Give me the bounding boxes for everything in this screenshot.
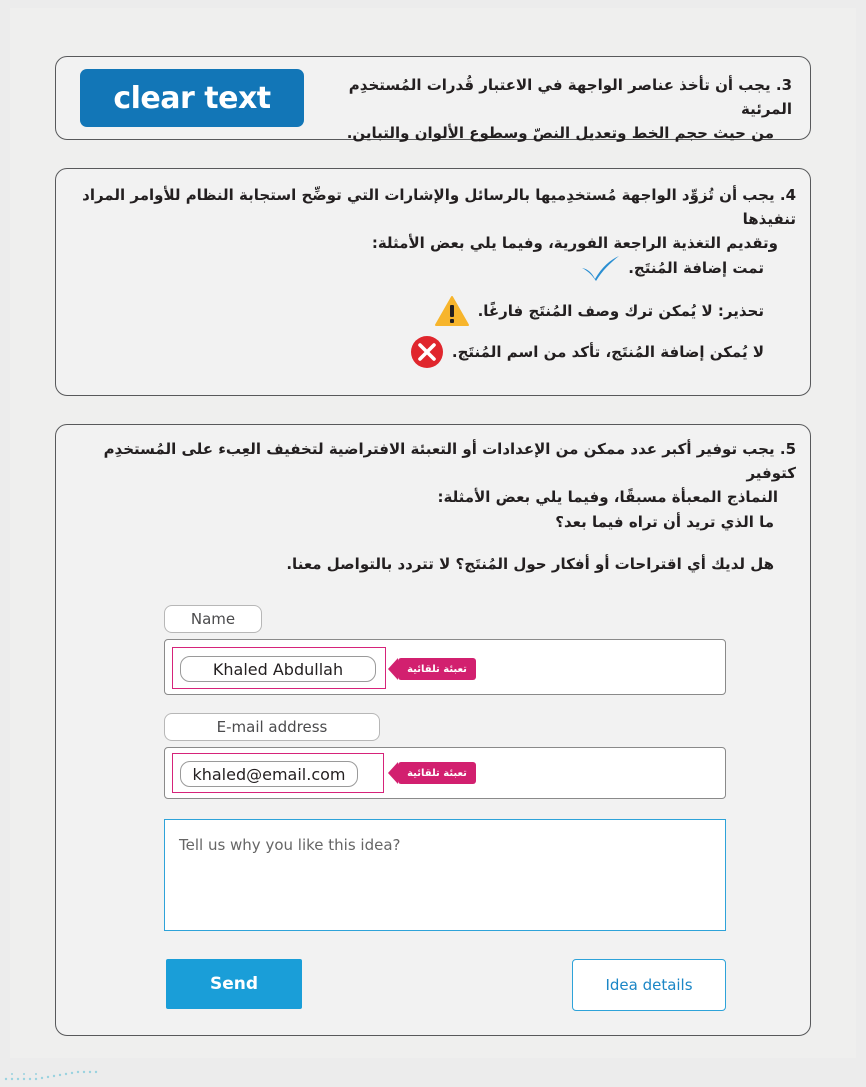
page — [10, 8, 856, 1058]
message-error-text: لا يُمكن إضافة المُنتَج، تأكد من اسم المُنتَج. — [451, 343, 764, 361]
message-error — [410, 335, 764, 369]
item3-line1: يجب أن تأخذ عناصر الواجهة في الاعتبار قُدرات المُستخدِم المرئية — [348, 76, 792, 118]
send-button[interactable]: Send — [166, 959, 302, 1009]
item5-card — [55, 424, 811, 1036]
decorative-dots — [2, 1069, 102, 1083]
item3-number: 3. — [775, 76, 792, 94]
question-1: ما الذي تريد أن تراه فيما بعد؟ — [555, 513, 774, 531]
warning-icon — [434, 295, 470, 327]
item4-line2: وتقديم التغذية الراجعة الفورية، وفيما يلي بعض الأمثلة: — [371, 234, 778, 252]
item3-text — [312, 73, 792, 145]
item5-line2: النماذج المعبأة مسبقًا، وفيما يلي بعض الأمثلة: — [437, 488, 778, 506]
name-value[interactable]: Khaled Abdullah — [180, 656, 376, 682]
email-value[interactable]: khaled@email.com — [180, 761, 358, 787]
item4-text — [66, 183, 796, 255]
question-2: هل لديك أي اقتراحات أو أفكار حول المُنتَج؟ لا تتردد بالتواصل معنا. — [286, 555, 774, 573]
message-success — [580, 255, 764, 281]
item4-line1: يجب أن تُزوِّد الواجهة مُستخدِميها بالرسائل والإشارات التي توضِّح استجابة النظام للأوامر المراد تنفيذها — [82, 186, 796, 228]
error-icon — [410, 335, 444, 369]
name-label: Name — [164, 605, 262, 633]
item3-line2: من حيث حجم الخط وتعديل النصّ وسطوع الألوان والتباين. — [346, 124, 774, 142]
clear-text-button[interactable]: clear text — [80, 69, 304, 127]
item4-card — [55, 168, 811, 396]
checkmark-icon — [580, 255, 620, 281]
item4-number: 4. — [779, 186, 796, 204]
message-success-text: تمت إضافة المُنتَج. — [628, 259, 764, 277]
name-autofill-tag: تعبئة تلقائية — [398, 658, 476, 680]
email-autofill-tag: تعبئة تلقائية — [398, 762, 476, 784]
email-label: E-mail address — [164, 713, 380, 741]
message-warning-text: تحذير: لا يُمكن ترك وصف المُنتَج فارغًا. — [477, 302, 764, 320]
item5-line1: يجب توفير أكبر عدد ممكن من الإعدادات أو التعبئة الافتراضية لتخفيف العِبء على المُستخدِم كتوفير — [103, 440, 796, 482]
item5-number: 5. — [779, 440, 796, 458]
item5-text — [66, 437, 796, 509]
message-warning — [434, 295, 764, 327]
idea-textarea[interactable] — [164, 819, 726, 931]
item3-card — [55, 56, 811, 140]
idea-details-button[interactable]: Idea details — [572, 959, 726, 1011]
idea-textarea-placeholder: Tell us why you like this idea? — [179, 836, 401, 854]
